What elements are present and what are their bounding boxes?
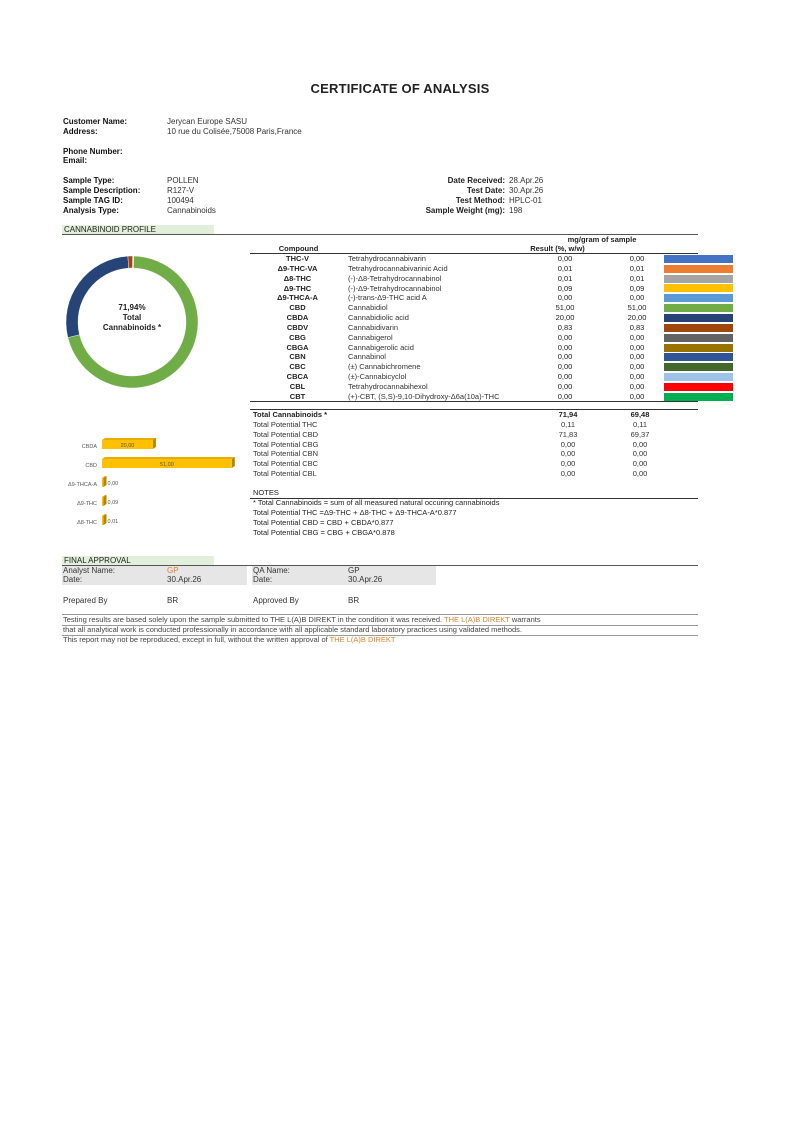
- compound-name: Cannabinol: [348, 352, 386, 362]
- note-line: Total Potential CBG = CBG + CBGA*0.878: [253, 528, 395, 537]
- compound-name: (+)-CBT, (S,S)-9,10-Dihydroxy-Δ6a(10a)-THC: [348, 391, 500, 401]
- test-method-label: Test Method:: [455, 196, 505, 205]
- compound-mg: 0,00: [629, 254, 645, 263]
- compound-mg: 0,00: [629, 342, 645, 352]
- note-line: Total Potential CBD = CBD + CBDA*0.877: [253, 518, 394, 527]
- footer-lab-name-1: THE L(A)B DIREKT: [444, 615, 510, 624]
- compound-color-swatch: [662, 313, 735, 323]
- cannabinoid-profile-header: CANNABINOID PROFILE: [62, 225, 214, 234]
- compound-code: Δ8-THC: [283, 273, 312, 283]
- compound-result: 0,00: [557, 391, 573, 401]
- notes-list: [253, 498, 499, 538]
- test-date-label: Test Date:: [466, 186, 505, 195]
- total-spacer: [665, 440, 738, 450]
- bar-value-label: 0,09: [107, 500, 119, 506]
- analyst-date-label: Date:: [63, 575, 83, 584]
- compound-mg: 0,00: [629, 381, 645, 391]
- total-mg: 0,00: [632, 459, 648, 469]
- compound-mg: 0,00: [629, 352, 645, 362]
- total-name: Total Potential CBC: [253, 459, 319, 469]
- sample-tag-value: 100494: [167, 196, 194, 205]
- compound-code: CBCA: [286, 372, 309, 382]
- compound-name: Cannabidiol: [348, 303, 388, 313]
- approved-by-label: Approved By: [253, 596, 299, 605]
- compound-mg: 0,00: [629, 372, 645, 382]
- phone-label: Phone Number:: [63, 147, 123, 156]
- compound-row: [250, 343, 735, 353]
- totals-table: [250, 410, 738, 479]
- bar-value-label: 0,00: [107, 481, 119, 487]
- analysis-type-value: Cannabinoids: [167, 206, 216, 215]
- compound-row: [250, 362, 735, 372]
- bar-value-label: 20,00: [120, 443, 135, 449]
- page-title: CERTIFICATE OF ANALYSIS: [310, 81, 490, 96]
- bar-category-label: Δ9-THC: [77, 501, 97, 507]
- compound-row: [250, 303, 735, 313]
- compound-code: CBDV: [286, 322, 309, 332]
- compound-result: 0,09: [557, 283, 573, 293]
- compound-name: Tetrahydrocannabivarin: [348, 254, 426, 263]
- qa-date-value: 30.Apr.26: [348, 575, 383, 584]
- footer-text-2: that all analytical work is conducted professionally in accordance with all applicable standard laboratory practices using validated methods.: [63, 625, 523, 634]
- bar-top-face: [102, 457, 235, 459]
- compound-color-swatch: [662, 254, 735, 264]
- total-mg: 0,00: [632, 439, 648, 449]
- address-value: 10 rue du Colisée,75008 Paris,France: [167, 127, 302, 136]
- total-mg: 0,00: [632, 449, 648, 459]
- total-result: 0,00: [560, 469, 576, 479]
- compound-color-swatch: [662, 264, 735, 274]
- approved-by-value: BR: [348, 596, 360, 605]
- note-line: * Total Cannabinoids = sum of all measured natural occuring cannabinoids: [253, 498, 500, 507]
- compound-code: THC-V: [286, 254, 309, 263]
- compound-color-swatch: [662, 293, 735, 303]
- total-row: [250, 410, 738, 420]
- total-row: [250, 420, 738, 430]
- compound-name: Cannabigerolic acid: [348, 342, 414, 352]
- total-mg: 0,11: [632, 419, 648, 429]
- compound-code: CBT: [289, 391, 306, 401]
- analyst-date-value: 30.Apr.26: [167, 575, 202, 584]
- test-date-value: 30.Apr.26: [509, 186, 544, 195]
- compound-row: [250, 323, 735, 333]
- compound-color-swatch: [662, 382, 735, 392]
- total-result: 71,83: [558, 429, 578, 439]
- compound-mg: 51,00: [627, 303, 647, 313]
- address-label: Address:: [63, 127, 98, 136]
- compound-name: Tetrahydrocannabivarinic Acid: [348, 263, 448, 273]
- compound-result: 0,00: [557, 332, 573, 342]
- compound-code: CBD: [289, 303, 306, 313]
- total-name: Total Potential CBL: [253, 469, 317, 479]
- sample-type-label: Sample Type:: [63, 176, 115, 185]
- compound-code: Δ9-THC: [283, 283, 312, 293]
- qa-date-label: Date:: [253, 575, 273, 584]
- compound-mg: 20,00: [627, 313, 647, 323]
- table-bottom-line: [250, 401, 698, 402]
- compound-code: Δ9-THC-VA: [277, 263, 318, 273]
- compound-result: 0,00: [557, 293, 573, 303]
- compound-row: [250, 293, 735, 303]
- donut-line2: Total: [122, 313, 142, 322]
- compound-color-swatch: [662, 303, 735, 313]
- total-spacer: [665, 410, 738, 420]
- compound-mg: 0,09: [629, 283, 645, 293]
- compound-color-swatch: [662, 274, 735, 284]
- customer-name-label: Customer Name:: [63, 117, 128, 126]
- analyst-name-value: GP: [167, 566, 179, 575]
- total-spacer: [665, 459, 738, 469]
- sample-tag-label: Sample TAG ID:: [63, 196, 123, 205]
- total-row: [250, 430, 738, 440]
- total-row: [250, 469, 738, 479]
- compound-name: (-)-trans-Δ9-THC acid A: [348, 293, 427, 303]
- total-result: 0,00: [560, 439, 576, 449]
- prepared-by-value: BR: [167, 596, 179, 605]
- compound-result: 0,00: [557, 372, 573, 382]
- bar--9-thc: [102, 497, 104, 506]
- compound-row: [250, 264, 735, 274]
- compound-mg: 0,83: [629, 322, 645, 332]
- total-name: Total Potential CBD: [253, 429, 319, 439]
- compound-mg: 0,00: [629, 362, 645, 372]
- qa-name-label: QA Name:: [253, 566, 290, 575]
- compound-mg: 0,00: [629, 293, 645, 303]
- compound-row: [250, 333, 735, 343]
- header-compound: Compound: [278, 244, 319, 253]
- compound-mg: 0,01: [629, 263, 645, 273]
- bar-value-label: 0,01: [107, 519, 119, 525]
- total-row: [250, 440, 738, 450]
- note-line: Total Potential THC =Δ9-THC + Δ8-THC + Δ9-THCA-A*0.877: [253, 508, 457, 517]
- compound-name: (-)-Δ8-Tetrahydrocannabinol: [348, 273, 442, 283]
- header-result: Result (%, w/w): [530, 244, 585, 253]
- bar-value-label: 51,00: [160, 462, 174, 468]
- total-name: Total Potential THC: [253, 419, 318, 429]
- compound-name: Cannabigerol: [348, 332, 393, 342]
- compound-mg: 0,01: [629, 273, 645, 283]
- qa-name-value: GP: [348, 566, 360, 575]
- compound-name: Cannabidivarin: [348, 322, 399, 332]
- total-mg: 0,00: [632, 469, 648, 479]
- total-row: [250, 459, 738, 469]
- bar-chart: [62, 432, 242, 542]
- customer-name-value: Jerycan Europe SASU: [167, 117, 248, 126]
- compound-name: (-)-Δ9-Tetrahydrocannabinol: [348, 283, 442, 293]
- bar--8-thc: [102, 516, 104, 525]
- notes-title: NOTES: [253, 488, 279, 497]
- compound-result: 0,00: [557, 254, 573, 263]
- sample-type-value: POLLEN: [167, 176, 199, 185]
- footer-text-3a: This report may not be reproduced, except in full, without the written approval of: [63, 635, 330, 644]
- final-approval-header: FINAL APPROVAL: [62, 556, 214, 565]
- compound-result: 0,01: [557, 273, 573, 283]
- donut-slice-cbdv: [128, 256, 133, 268]
- total-name: Total Potential CBG: [253, 439, 319, 449]
- total-mg: 69,48: [630, 410, 650, 419]
- total-spacer: [665, 430, 738, 440]
- sample-desc-label: Sample Description:: [63, 186, 141, 195]
- compound-code: CBG: [289, 332, 306, 342]
- compound-name: Tetrahydrocannabihexol: [348, 381, 428, 391]
- total-spacer: [665, 469, 738, 479]
- compound-name: (±) Cannabichromene: [348, 362, 421, 372]
- compound-name: Cannabidiolic acid: [348, 313, 409, 323]
- sample-weight-value: 198: [509, 206, 523, 215]
- total-result: 0,00: [560, 459, 576, 469]
- compound-result: 0,83: [557, 322, 573, 332]
- footer-text-1: [63, 615, 541, 625]
- compound-result: 0,00: [557, 342, 573, 352]
- compound-result: 0,01: [557, 263, 573, 273]
- date-received-value: 28.Apr.26: [509, 176, 544, 185]
- footer-text-1a: Testing results are based solely upon the sample submitted to THE L(A)B DIREKT in the condition it was received.: [63, 615, 445, 624]
- bar-category-label: CBDA: [81, 444, 97, 450]
- sample-weight-label: Sample Weight (mg):: [425, 206, 505, 215]
- total-row: [250, 449, 738, 459]
- compound-result: 0,00: [557, 352, 573, 362]
- compound-code: CBDA: [286, 313, 309, 323]
- bar--9-thca-a: [102, 478, 104, 487]
- compound-row: [250, 274, 735, 284]
- compound-color-swatch: [662, 362, 735, 372]
- footer-lab-name-2: THE L(A)B DIREKT: [329, 635, 396, 644]
- donut-slice--8-thc: [133, 256, 134, 268]
- analyst-name-label: Analyst Name:: [63, 566, 116, 575]
- compound-result: 0,00: [557, 381, 573, 391]
- compound-result: 0,00: [557, 362, 573, 372]
- compound-row: [250, 382, 735, 392]
- donut-value: 71,94%: [118, 303, 146, 312]
- sample-desc-value: R127-V: [167, 186, 195, 195]
- compound-mg: 0,00: [629, 332, 645, 342]
- compound-row: [250, 372, 735, 382]
- compound-row: [250, 352, 735, 362]
- total-name: Total Cannabinoids *: [253, 410, 328, 419]
- compound-row: [250, 254, 735, 264]
- total-result: 0,00: [560, 449, 576, 459]
- date-received-label: Date Received:: [447, 176, 505, 185]
- header-mg: mg/gram of sample: [567, 235, 637, 244]
- compound-color-swatch: [662, 284, 735, 294]
- compound-color-swatch: [662, 352, 735, 362]
- compound-result: 51,00: [555, 303, 575, 313]
- compound-code: CBC: [289, 362, 306, 372]
- footer-text-1c: warrants: [509, 615, 541, 624]
- compound-mg: 0,00: [629, 391, 645, 401]
- total-name: Total Potential CBN: [253, 449, 319, 459]
- compound-color-swatch: [662, 343, 735, 353]
- compound-color-swatch: [662, 372, 735, 382]
- bar-category-label: Δ8-THC: [77, 520, 97, 526]
- bar-category-label: CBD: [85, 463, 97, 469]
- compound-row: [250, 313, 735, 323]
- compound-result: 20,00: [555, 313, 575, 323]
- footer-text-3: [63, 635, 396, 645]
- analysis-type-label: Analysis Type:: [63, 206, 119, 215]
- total-mg: 69,37: [630, 429, 650, 439]
- compound-color-swatch: [662, 333, 735, 343]
- prepared-by-label: Prepared By: [63, 596, 108, 605]
- test-method-value: HPLC-01: [509, 196, 542, 205]
- total-spacer: [665, 449, 738, 459]
- compound-code: CBL: [289, 381, 306, 391]
- bar-top-face: [102, 438, 156, 440]
- compound-row: [250, 284, 735, 294]
- donut-center-label: [94, 303, 170, 333]
- email-label: Email:: [63, 156, 88, 165]
- compound-code: CBN: [289, 352, 306, 362]
- bar-category-label: Δ9-THCA-A: [67, 482, 97, 488]
- compound-code: CBGA: [286, 342, 309, 352]
- compound-color-swatch: [662, 323, 735, 333]
- compound-name: (±)-Cannabicyclol: [348, 372, 407, 382]
- total-spacer: [665, 420, 738, 430]
- total-result: 71,94: [558, 410, 578, 419]
- compound-code: Δ9-THCA-A: [277, 293, 318, 303]
- compound-table: [250, 254, 735, 402]
- total-result: 0,11: [560, 419, 576, 429]
- donut-line3: Cannabinoids *: [102, 323, 162, 332]
